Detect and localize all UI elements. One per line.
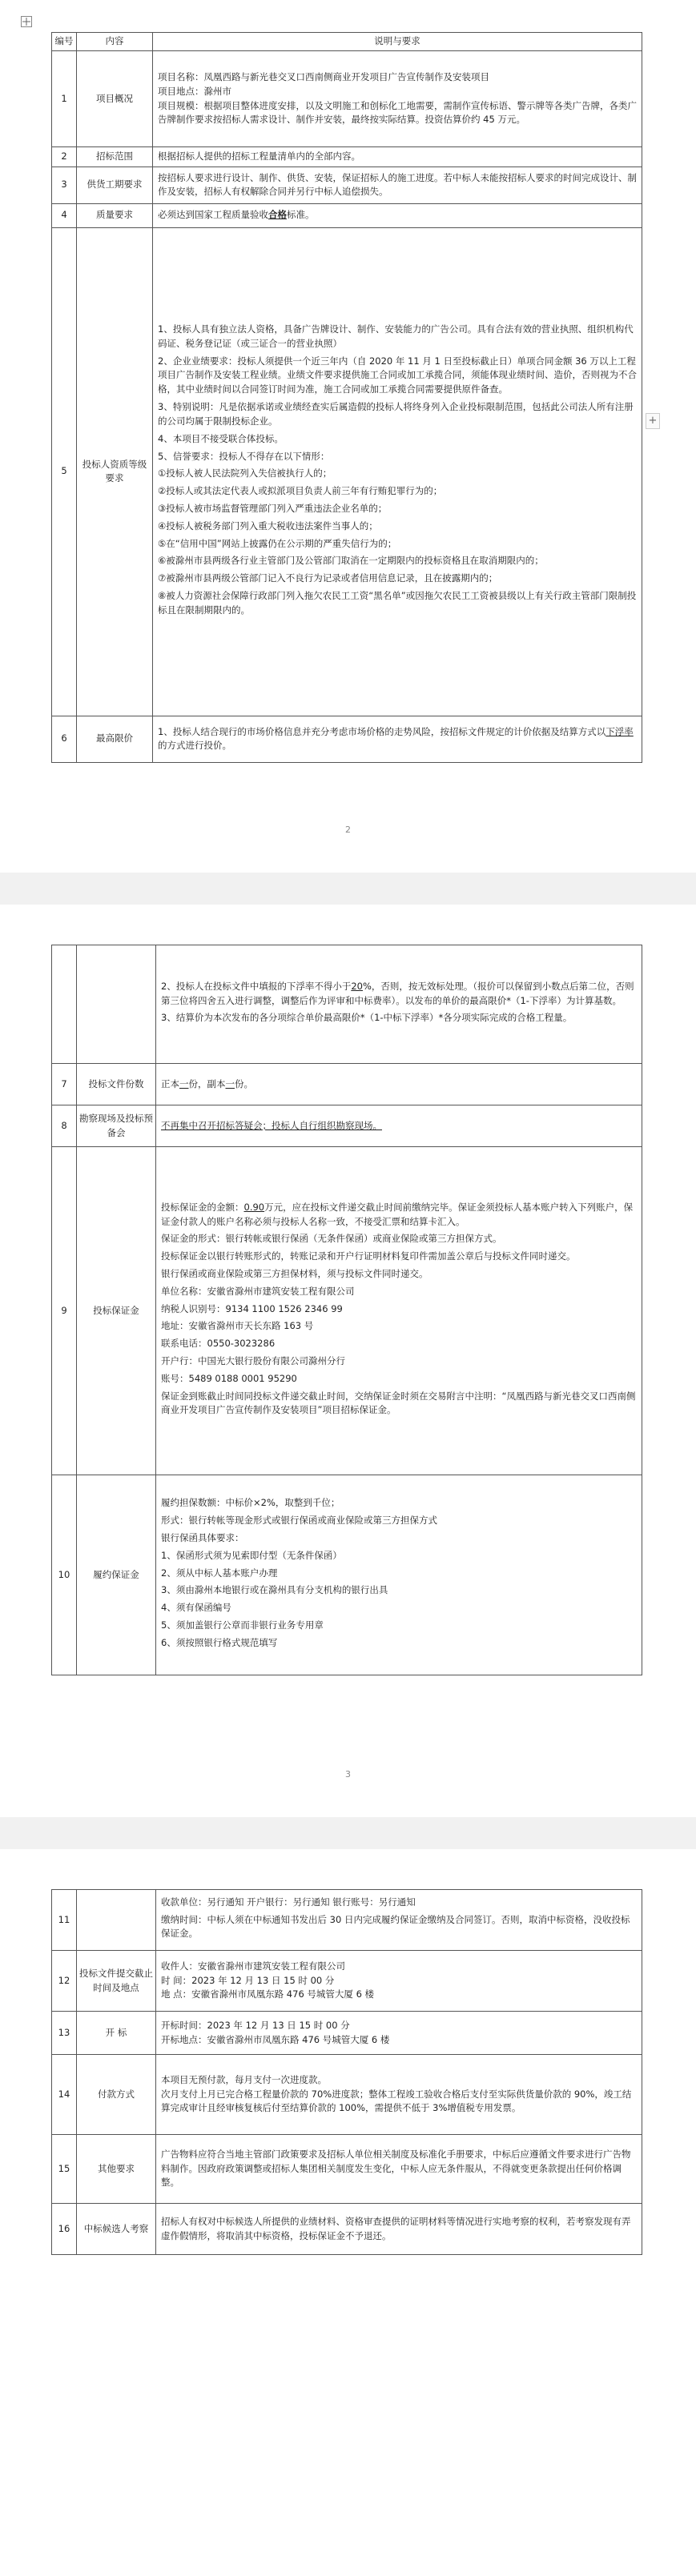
row-number-cell: 16 bbox=[52, 2204, 77, 2255]
table-row bbox=[52, 1475, 642, 1675]
page-gap bbox=[0, 873, 696, 905]
table-row bbox=[52, 1890, 642, 1951]
table-row bbox=[52, 945, 642, 1064]
row-description-cell: 开标时间：2023 年 12 月 13 日 15 时 00 分 开标地点：安徽省滁州市凤凰东路 476 号城管大厦 6 楼 bbox=[156, 2012, 642, 2055]
row-description-cell: 投标保证金的金额：0.90万元，应在投标文件递交截止时间前缴纳完毕。保证金须投标人基本账户转入下列账户，保证金付款人的账户名称必须与投标人名称一致，不接受汇票和结算卡汇入。 保证金的形式：银行转帐或银行保函（无条件保函）或商业保险或第三方担保方式。 投标保证金以银行转账形式的，转账记录和开户行证明材料复印件需加盖公章后与投标文件同时递交。 银行保函或商业保险或第三方担保材料，须与投标文件同时递交。 单位名称：安徽省滁州市建筑安装工程有限公司 纳税人识别号：9134 1100 1526 2346 99 地址：安徽省滁州市天长东路 163 号 联系电话：0550-3023286 开户行：中国光大银行股份有限公司滁州分行 账号：5489 0188 0001 95290 保证金到账截止时间同投标文件递交截止时间，交纳保证金时须在交易附言中注明：“凤凰西路与新光巷交叉口西南侧商业开发项目广告宣传制作及安装项目”项目招标保证金。 bbox=[156, 1147, 642, 1475]
move-handle-icon[interactable] bbox=[21, 16, 32, 27]
row-description-cell: 不再集中召开招标答疑会；投标人自行组织勘察现场。 bbox=[156, 1105, 642, 1147]
row-label-cell: 履约保证金 bbox=[77, 1475, 156, 1675]
row-description-cell: 2、投标人在投标文件中填报的下浮率不得小于20%，否则，按无效标处理。（报价可以保留到小数点后第二位，否则第三位将四舍五入进行调整，调整后作为评审和中标费率）。以发布的单价的最高限价*（1-下浮率）为计算基数。 3、结算价为本次发布的各分项综合单价最高限价*（1-中标下浮率）*各分项实际完成的合格工程量。 bbox=[156, 945, 642, 1064]
row-number-cell: 11 bbox=[52, 1890, 77, 1951]
row-label-cell: 投标文件提交截止时间及地点 bbox=[77, 1951, 156, 2012]
row-description-cell: 本项目无预付款，每月支付一次进度款。 次月支付上月已完合格工程量价款的 70%进度款；整体工程竣工验收合格后支付至实际供货量价款的 90%，竣工结算完成审计且经审核复核后付至结算价款的 100%，需提供不低于 3%增值税专用发票。 bbox=[156, 2055, 642, 2135]
row-description-cell: 项目名称：凤凰西路与新光巷交叉口西南侧商业开发项目广告宣传制作及安装项目 项目地点：滁州市 项目规模：根据项目整体进度安排，以及文明施工和创标化工地需要，需制作宣传标语、警示牌等各类广告牌，各类广告牌制作要求按招标人需求设计、制作并安装，最终按实际结算。投资估算价约 45 万元。 bbox=[153, 51, 642, 147]
page-gap bbox=[0, 1817, 696, 1849]
row-description-cell: 收件人：安徽省滁州市建筑安装工程有限公司 时 间：2023 年 12 月 13 日 15 时 00 分 地 点：安徽省滁州市凤凰东路 476 号城管大厦 6 楼 bbox=[156, 1951, 642, 2012]
page-number: 2 bbox=[345, 825, 351, 835]
row-label-cell: 投标保证金 bbox=[77, 1147, 156, 1475]
table-row bbox=[52, 1064, 642, 1105]
row-label-cell: 供货工期要求 bbox=[77, 167, 153, 203]
row-number-cell: 7 bbox=[52, 1064, 77, 1105]
row-number-cell: 3 bbox=[52, 167, 77, 203]
row-number-cell: 1 bbox=[52, 51, 77, 147]
row-description-cell: 按招标人要求进行设计、制作、供货、安装，保证招标人的施工进度。若中标人未能按招标人要求的时间完成设计、制作及安装，招标人有权解除合同并另行中标人追偿损失。 bbox=[153, 167, 642, 203]
spec-table-page-2 bbox=[51, 945, 642, 1675]
row-number-cell: 6 bbox=[52, 716, 77, 762]
row-description-cell: 1、投标人具有独立法人资格，具备广告牌设计、制作、安装能力的广告公司。具有合法有效的营业执照、组织机构代码证、税务登记证（或三证合一的营业执照） 2、企业业绩要求：投标人须提供一个近三年内（自 2020 年 11 月 1 日至投标截止日）单项合同金额 36 万以上工程项目广告制作及安装工程业绩。业绩文件要求提供施工合同或加工承揽合同，须能体现业绩时间、造价，否则视为不合格，其中业绩时间以合同签订时间为准，施工合同或加工承揽合同需要提供原件备查。 3、特别说明：凡是依据承诺或业绩经查实后属造假的投标人将终身列入企业投标限制范围，包括此公司法人所有注册的公司均属于限制投标企业。 4、本项目不接受联合体投标。 5、信誉要求：投标人不得存在以下情形： ①投标人被人民法院列入失信被执行人的； ②投标人或其法定代表人或拟派项目负责人前三年有行贿犯罪行为的； ③投标人被市场监督管理部门列入严重违法企业名单的； ④投标人被税务部门列入重大税收违法案件当事人的； ⑤在“信用中国”网站上披露仍在公示期的严重失信行为的； ⑥被滁州市县两级各行业主管部门及公管部门取消在一定期限内的投标资格且在取消期限内的； ⑦被滁州市县两级公管部门记入不良行为记录或者信用信息记录，且在披露期内的； ⑧被人力资源社会保障行政部门列入拖欠农民工工资“黑名单”或因拖欠农民工工资被县级以上有关行政主管部门限制投标且在限制期限内的。 bbox=[153, 227, 642, 716]
table-row bbox=[52, 1105, 642, 1147]
table-row bbox=[52, 716, 642, 762]
row-number-cell: 4 bbox=[52, 203, 77, 227]
row-label-cell: 开 标 bbox=[77, 2012, 156, 2055]
row-label-cell: 投标人资质等级要求 bbox=[77, 227, 153, 716]
row-number-cell: 15 bbox=[52, 2135, 77, 2204]
row-label-cell: 质量要求 bbox=[77, 203, 153, 227]
add-row-icon[interactable]: + bbox=[646, 413, 660, 429]
row-description-cell: 根据招标人提供的招标工程量清单内的全部内容。 bbox=[153, 147, 642, 167]
row-number-cell: 2 bbox=[52, 147, 77, 167]
table-header-row bbox=[52, 33, 642, 51]
row-number-cell bbox=[52, 945, 77, 1064]
row-label-cell: 招标范围 bbox=[77, 147, 153, 167]
row-description-cell: 必须达到国家工程质量验收合格标准。 bbox=[153, 203, 642, 227]
table-row bbox=[52, 1951, 642, 2012]
table-row bbox=[52, 203, 642, 227]
row-number-cell: 12 bbox=[52, 1951, 77, 2012]
row-label-cell: 中标候选人考察 bbox=[77, 2204, 156, 2255]
row-label-cell: 其他要求 bbox=[77, 2135, 156, 2204]
row-label-cell bbox=[77, 1890, 156, 1951]
row-number-cell: 8 bbox=[52, 1105, 77, 1147]
row-label-cell: 付款方式 bbox=[77, 2055, 156, 2135]
table-row bbox=[52, 2204, 642, 2255]
row-description-cell: 收款单位：另行通知 开户银行：另行通知 银行账号：另行通知 缴纳时间：中标人须在中标通知书发出后 30 日内完成履约保证金缴纳及合同签订。否则，取消中标资格，没收投标保证金。 bbox=[156, 1890, 642, 1951]
row-number-cell: 9 bbox=[52, 1147, 77, 1475]
spec-table-page-3 bbox=[51, 1889, 642, 2255]
table-row bbox=[52, 1147, 642, 1475]
row-number-cell: 14 bbox=[52, 2055, 77, 2135]
row-label-cell: 项目概况 bbox=[77, 51, 153, 147]
row-number-cell: 10 bbox=[52, 1475, 77, 1675]
row-label-cell: 最高限价 bbox=[77, 716, 153, 762]
table-row bbox=[52, 2135, 642, 2204]
table-row bbox=[52, 227, 642, 716]
header-item: 内容 bbox=[77, 33, 153, 51]
row-number-cell: 13 bbox=[52, 2012, 77, 2055]
row-description-cell: 正本一份，副本一份。 bbox=[156, 1064, 642, 1105]
header-no: 编号 bbox=[52, 33, 77, 51]
table-row bbox=[52, 2012, 642, 2055]
row-label-cell bbox=[77, 945, 156, 1064]
row-number-cell: 5 bbox=[52, 227, 77, 716]
page-number: 3 bbox=[345, 1769, 351, 1780]
row-description-cell: 广告物料应符合当地主管部门政策要求及招标人单位相关制度及标准化手册要求，中标后应遵循文件要求进行广告物料制作。因政府政策调整或招标人集团相关制度发生变化，中标人应无条件服从，不得就变更条款提出任何价格调整。 bbox=[156, 2135, 642, 2204]
table-row bbox=[52, 2055, 642, 2135]
header-desc: 说明与要求 bbox=[153, 33, 642, 51]
row-description-cell: 1、投标人结合现行的市场价格信息并充分考虑市场价格的走势风险，按招标文件规定的计价依据及结算方式以下浮率的方式进行投价。 bbox=[153, 716, 642, 762]
table-row bbox=[52, 167, 642, 203]
spec-table-page-1 bbox=[51, 32, 642, 763]
row-label-cell: 投标文件份数 bbox=[77, 1064, 156, 1105]
row-label-cell: 勘察现场及投标预备会 bbox=[77, 1105, 156, 1147]
table-row bbox=[52, 147, 642, 167]
table-row bbox=[52, 51, 642, 147]
row-description-cell: 履约担保数额：中标价×2%，取整到千位； 形式：银行转帐等现金形式或银行保函或商业保险或第三方担保方式 银行保函具体要求： 1、保函形式须为见索即付型（无条件保函） 2、须从中标人基本账户办理 3、须由滁州本地银行或在滁州具有分支机构的银行出具 4、须有保函编号 5、须加盖银行公章而非银行业务专用章 6、须按照银行格式规范填写 bbox=[156, 1475, 642, 1675]
row-description-cell: 招标人有权对中标候选人所提供的业绩材料、资格审查提供的证明材料等情况进行实地考察的权利，若考察发现有弄虚作假情形，将取消其中标资格，投标保证金不予退还。 bbox=[156, 2204, 642, 2255]
